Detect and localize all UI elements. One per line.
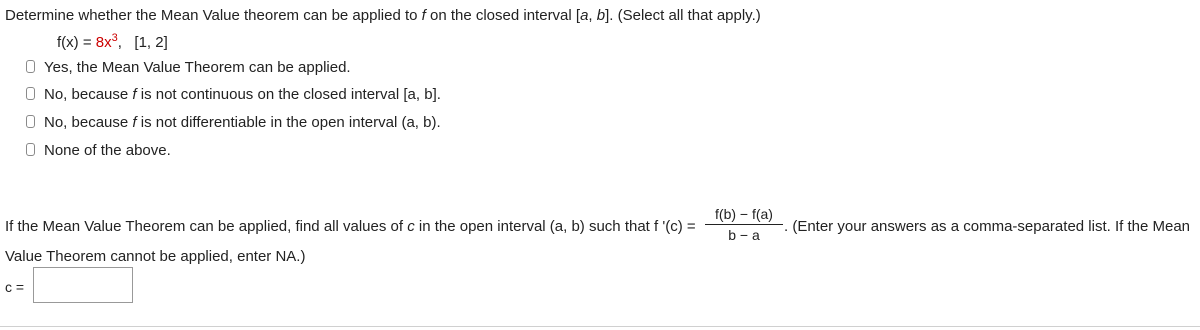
option-yes-applicable[interactable] bbox=[0, 57, 600, 79]
option-label bbox=[44, 86, 441, 103]
function-exponent: 3 bbox=[111, 32, 118, 44]
question-suffix: ]. (Select all that apply.) bbox=[605, 7, 761, 24]
question-comma: , bbox=[588, 7, 597, 24]
question-prefix: Determine whether the Mean Value theorem can be applied to bbox=[5, 7, 422, 24]
function-lhs: f(x) = bbox=[57, 34, 96, 51]
answer-input[interactable] bbox=[33, 267, 133, 303]
option-label-suffix: is not differentiable in the open interval (a, b). bbox=[136, 114, 441, 131]
option-not-differentiable[interactable] bbox=[0, 112, 600, 134]
function-definition bbox=[57, 34, 168, 51]
option-checkbox[interactable] bbox=[26, 87, 35, 100]
option-label-prefix: No, because bbox=[44, 114, 133, 131]
fraction-numerator: f(b) − f(a) bbox=[705, 206, 783, 225]
question-var-f: f bbox=[421, 7, 426, 24]
option-label-prefix: No, because bbox=[44, 86, 133, 103]
option-checkbox[interactable] bbox=[26, 143, 35, 156]
question-mid: on the closed interval [ bbox=[425, 7, 581, 24]
option-label-prefix: None of the above. bbox=[44, 142, 171, 159]
bottom-divider bbox=[0, 326, 1200, 327]
mvt-instruction-after-fraction: . (Enter your answers as a comma-separated list. If the Mean bbox=[784, 218, 1191, 235]
option-label bbox=[44, 114, 441, 131]
fraction-denominator: b − a bbox=[728, 227, 760, 243]
option-checkbox[interactable] bbox=[26, 60, 35, 73]
function-coef: 8x bbox=[95, 34, 112, 51]
function-expression bbox=[96, 34, 118, 51]
question-var-a: a bbox=[580, 7, 589, 24]
option-none-of-above[interactable] bbox=[0, 140, 600, 162]
mvt-instruction-line2: Value Theorem cannot be applied, enter NA.) bbox=[5, 248, 306, 265]
option-label-italic: f bbox=[132, 114, 137, 131]
option-checkbox[interactable] bbox=[26, 115, 35, 128]
option-label bbox=[44, 142, 171, 159]
option-not-continuous[interactable] bbox=[0, 84, 600, 106]
mvt-text-before: If the Mean Value Theorem can be applied, find all values of bbox=[5, 218, 408, 235]
option-label-suffix: is not continuous on the closed interval [a, b]. bbox=[136, 86, 441, 103]
option-label-italic: f bbox=[132, 86, 137, 103]
question-var-b: b bbox=[596, 7, 606, 24]
mvt-var-c: c bbox=[407, 218, 415, 235]
option-label bbox=[44, 59, 351, 76]
question-text bbox=[5, 7, 761, 24]
mvt-fraction bbox=[705, 206, 783, 243]
function-comma: , bbox=[117, 34, 122, 51]
mvt-instruction-line1 bbox=[5, 218, 696, 235]
function-interval: [1, 2] bbox=[134, 34, 168, 51]
answer-label: c = bbox=[5, 279, 25, 295]
mvt-text-mid: in the open interval (a, b) such that f '(c) = bbox=[414, 218, 696, 235]
option-label-prefix: Yes, the Mean Value Theorem can be applied. bbox=[44, 59, 351, 76]
